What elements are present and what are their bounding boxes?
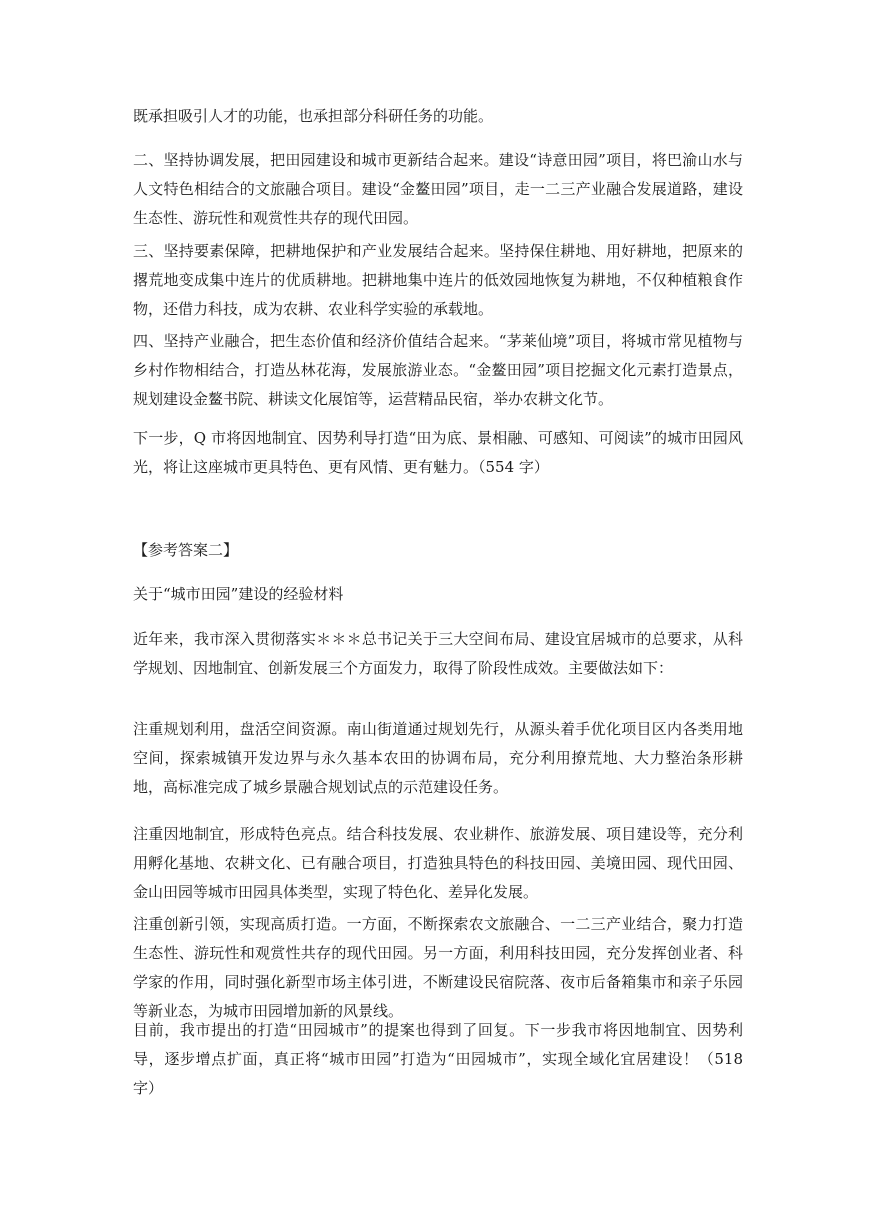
section-heading-answer-two: 【参考答案二】 (133, 541, 239, 559)
paragraph-point-three: 三、坚持要素保障，把耕地保护和产业发展结合起来。坚持保住耕地、用好耕地，把原来的撂荒地变成集中连片的优质耕地。把耕地集中连片的低效园地恢复为耕地，不仅种植粮食作物，还借力科技，成为农耕、农业科学实验的承载地。 (133, 242, 743, 318)
document-title: 关于“城市田园”建设的经验材料 (133, 585, 344, 603)
paragraph-planning: 注重规划利用，盘活空间资源。南山街道通过规划先行，从源头着手优化项目区内各类用地空间，探索城镇开发边界与永久基本农田的协调布局，充分利用撩荒地、大力整治条形耕地，高标准完成了城乡景融合规划试点的示范建设任务。 (133, 720, 743, 796)
paragraph-point-four: 四、坚持产业融合，把生态价值和经济价值结合起来。“茅莱仙境”项目，将城市常见植物与乡村作物相结合，打造丛林花海，发展旅游业态。“金鳌田园”项目挖掘文化元素打造景点，规划建设金鳌书院、耕读文化展馆等，运营精品民宿，举办农耕文化节。 (133, 332, 743, 408)
paragraph-next-step: 下一步，Q 市将因地制宜、因势利导打造“田为底、景相融、可感知、可阅读”的城市田园风光，将让这座城市更具特色、更有风情、更有魅力。（554 字） (133, 429, 743, 476)
paragraph-intro-continuation: 既承担吸引人才的功能，也承担部分科研任务的功能。 (133, 107, 494, 125)
paragraph-point-two: 二、坚持协调发展，把田园建设和城市更新结合起来。建设“诗意田园”项目，将巴渝山水与人文特色相结合的文旅融合项目。建设“金鳌田园”项目，走一二三产业融合发展道路，建设生态性、游玩性和观赏性共存的现代田园。 (133, 151, 743, 227)
paragraph-conclusion: 目前，我市提出的打造“田园城市”的提案也得到了回复。下一步我市将因地制宜、因势利导，逐步增点扩面，真正将“城市田园”打造为“田园城市”，实现全域化宜居建设！（518 字） (133, 1021, 743, 1097)
paragraph-local-conditions: 注重因地制宜，形成特色亮点。结合科技发展、农业耕作、旅游发展、项目建设等，充分利用孵化基地、农耕文化、已有融合项目，打造独具特色的科技田园、美境田园、现代田园、金山田园等城市田园具体类型，实现了特色化、差异化发展。 (133, 825, 743, 901)
paragraph-introduction: 近年来，我市深入贯彻落实＊＊＊总书记关于三大空间布局、建设宜居城市的总要求，从科学规划、因地制宜、创新发展三个方面发力，取得了阶段性成效。主要做法如下： (133, 630, 743, 677)
paragraph-innovation: 注重创新引领，实现高质打造。一方面，不断探索农文旅融合、一二三产业结合，聚力打造生态性、游玩性和观赏性共存的现代田园。另一方面，利用科技田园，充分发挥创业者、科学家的作用，同时强化新型市场主体引进，不断建设民宿院落、夜市后备箱集市和亲子乐园等新业态，为城市田园增加新的风景线。 (133, 915, 743, 1020)
